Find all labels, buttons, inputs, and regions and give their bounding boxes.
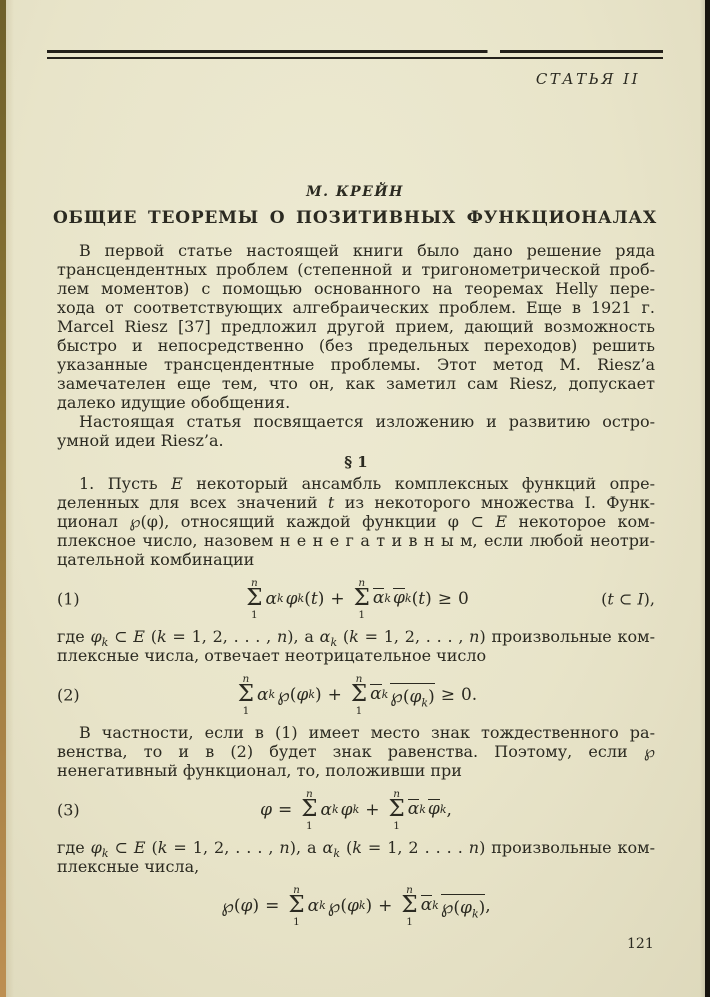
math-token: ) [317,589,325,609]
text-line: Marcel Riesz [37] предложил другой прием, дающий возможность [57,317,655,336]
article-body [57,241,655,934]
math-token: + [327,685,342,705]
math-token: ℘ [327,895,341,917]
text-line: указанные трансцендентные проблемы. Этот метод М. Riesz’a [57,355,655,374]
text-line: Настоящая статья посвящается изложению и развитию остро- [79,412,655,431]
math-token: α [420,895,433,916]
math-token: φ [346,896,359,916]
math-token: ( [340,896,347,916]
formula-annotation: (t ⊂ I), [601,589,655,609]
paragraph-dedication [57,412,655,450]
math-token: + [330,589,345,609]
math-token: α [407,799,420,820]
text-line: далеко идущие обобщения. [57,393,291,412]
text-line: плексное число, назовем н е н е г а т и в н ы м, если любой неотри- [57,531,655,550]
sum-symbol: n Σ 1 [350,672,368,717]
sum-symbol: n Σ 1 [301,787,318,832]
formula-expression: φ = n Σ 1 α k φ k + n Σ 1 α k φ k , [260,787,452,832]
formula-number: (3) [57,800,80,820]
author-name: М. КРЕЙН [306,184,404,200]
paragraph-particular [57,723,655,780]
spine-shadow [0,0,6,997]
math-token: α [307,896,320,916]
math-token: ℘ [390,686,403,707]
text-line: где $\varphi_k$ ⊂ E (k = 1, 2, . . . , n), а $\alpha_k$ (k = 1, 2 . . . . n) произвольные ком- [57,838,656,861]
paragraph-definition [57,474,655,569]
text-line: трансцендентных проблем (степенной и тригонометрической проб- [57,260,655,279]
math-token: φ [393,588,405,609]
math-token: ℘ [277,684,290,706]
math-token: + [378,896,393,916]
text-line: плексные числа, отвечает неотрицательное число [57,646,487,665]
math-token [390,683,435,710]
sum-symbol: n Σ 1 [388,787,405,832]
math-token: φ [427,799,440,820]
text-line: замечателен еще тем, что он, как заметил сам Riesz, допускает [57,374,655,393]
rule-line-top [47,50,663,53]
math-token: φ [460,898,472,918]
text-line: быстро и непосредственно (без предельных переходов) решить [57,336,655,355]
text-line: цательной комбинации [57,550,255,569]
math-token: ℘ [440,897,454,918]
paragraph-intro [57,241,655,412]
sum-symbol: n Σ 1 [401,883,418,928]
sum-symbol: n Σ 1 [353,576,370,621]
math-token: ( [402,687,410,707]
formula-number: (2) [57,685,80,705]
math-token: ) [252,896,260,916]
article-label: СТАТЬЯ II [535,70,640,88]
text-line: хода от соответствующих алгебраических проблем. Еще в 1921 г. [57,298,655,317]
math-token: ( [304,589,311,609]
math-token: ( [233,896,241,916]
math-token: , [485,896,491,916]
math-token: φ [285,589,298,609]
paragraph-where-2 [57,838,655,876]
math-token: ≥ [440,685,455,705]
math-token: = [265,896,280,916]
text-line: деленных для всех значений t из некоторого множества I. Функ- [57,493,656,512]
math-token: ℘ [221,895,234,917]
page-number: 121 [627,936,654,952]
text-line: В первой статье настоящей книги было дано решение ряда [79,241,655,260]
scan-edge [705,0,710,997]
math-token: ) [314,685,322,705]
math-token: α [265,589,277,609]
text-line: где $\varphi_k$ ⊂ E (k = 1, 2, . . . , n), а $\alpha_k$ (k = 1, 2, . . . , n) произвольные ком- [57,627,656,650]
sum-symbol: n Σ 1 [246,576,263,621]
math-token: φ [409,687,422,707]
math-token: ( [411,589,419,609]
math-token: ) [428,687,435,707]
text-line: ненегативный функционал, то, положивши при [57,761,462,780]
section-heading: § 1 [344,453,368,471]
article-title: ОБЩИЕ ТЕОРЕМЫ О ПОЗИТИВНЫХ ФУНКЦИОНАЛАХ [52,208,658,228]
text-line: венства, то и в (2) будет знак равенства. Поэтому, если ℘ [57,742,655,761]
text-line: В частности, если в (1) имеет место знак тождественного ра- [79,723,655,742]
text-line: плексные числа, [57,857,200,876]
formula-number: (1) [57,589,80,609]
sum-symbol: n Σ 1 [288,883,305,928]
rule-line-bottom [47,57,663,59]
math-token: ) [365,896,373,916]
formula-2 [57,670,655,720]
math-token: φ [260,800,272,820]
sum-symbol: n Σ 1 [237,672,255,717]
math-token [440,894,486,921]
math-token: ( [289,685,297,705]
text-line: 1. Пусть Е некоторый ансамбль комплексных функций опре- [79,474,655,493]
math-token: k [421,696,429,710]
math-token: α [320,800,332,820]
formula-expression: n Σ 1 α k φ k ( t ) + n Σ 1 α k φ k ( t ) ≥ 0 [246,576,469,621]
math-token: 0. [460,685,478,705]
math-token: α [370,684,382,705]
formula-1 [57,574,655,624]
double-rule [47,50,663,59]
formula-expression: n Σ 1 α k ℘ ( φ k ) + n Σ 1 α k $℘(\varphi_k)$ ≥ 0. [237,672,478,717]
math-token: k [471,907,479,921]
math-token: α [372,588,385,609]
math-token: , [446,800,452,820]
math-token: + [365,800,380,820]
math-token: ≥ [437,589,452,609]
math-token: ( [453,898,461,918]
math-token: φ [340,800,353,820]
math-token: = [278,800,293,820]
math-token: φ [296,685,309,705]
formula-3 [57,785,655,835]
formula-4 [57,881,655,931]
math-token: t [310,589,318,609]
math-token: α [257,685,269,705]
math-token: φ [240,896,253,916]
text-line: лем моментов) с помощью основанного на теоремах Helly пере- [57,279,655,298]
text-line: ционал ℘(φ), относящий каждой функции φ ⊂ Е некоторое ком- [57,512,655,531]
math-token: ) [425,589,432,609]
formula-expression: ℘ ( φ ) = n Σ 1 α k ℘ ( φ k ) + n Σ 1 α k $℘(\varphi_k)$ , [221,883,491,928]
text-line: умной идеи Riesz’a. [57,431,224,450]
math-token: ) [478,898,486,918]
math-token: 0 [457,589,469,609]
math-token: t [418,589,426,609]
paragraph-where-1 [57,627,655,665]
